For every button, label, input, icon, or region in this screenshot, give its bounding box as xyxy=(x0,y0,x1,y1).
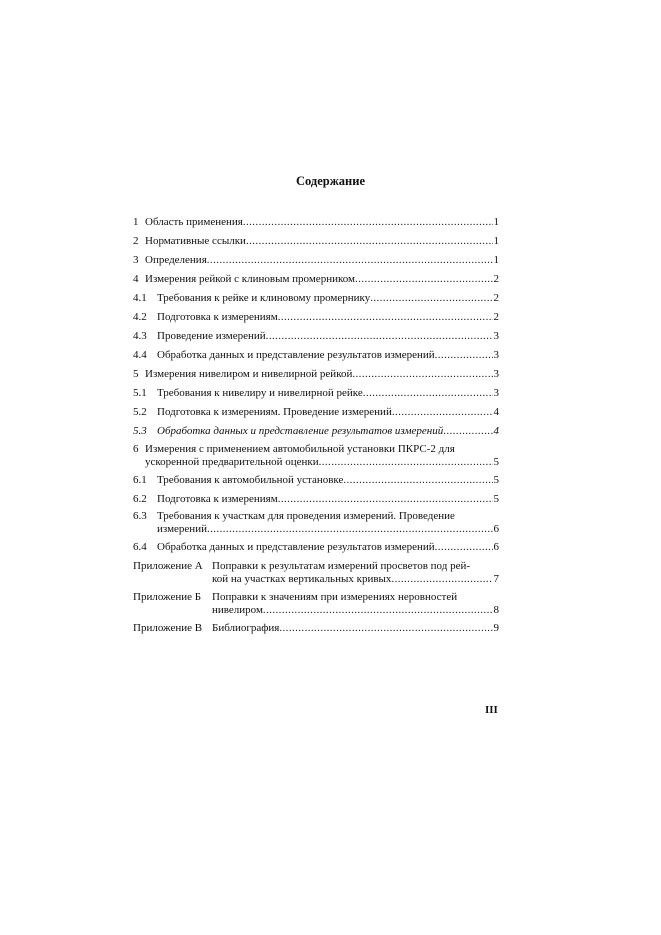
toc-entry xyxy=(133,510,499,536)
toc-entry-text: Измерения рейкой с клиновым промерником xyxy=(145,273,355,285)
toc-entry xyxy=(133,273,499,286)
toc-entry-number: 5.1 xyxy=(133,387,147,399)
toc-entry xyxy=(133,235,499,248)
toc-entry-number: 6.3 xyxy=(133,510,147,522)
toc-leader xyxy=(207,523,493,536)
toc-entry-page: 7 xyxy=(493,573,499,585)
toc-entry-page: 4 xyxy=(493,425,499,437)
toc-entry xyxy=(133,292,499,305)
toc-entry-number: 6.1 xyxy=(133,474,147,486)
toc-entry-page: 6 xyxy=(493,523,499,535)
toc-entry-text-continued: нивелиром xyxy=(212,604,263,616)
toc-entry-number: Приложение В xyxy=(133,622,203,634)
toc-entry-text: Измерения нивелиром и нивелирной рейкой xyxy=(145,368,353,380)
toc-entry-number: 4.4 xyxy=(133,349,147,361)
toc-entry xyxy=(133,493,499,506)
toc-entry-page: 3 xyxy=(493,387,499,399)
toc-entry xyxy=(133,622,499,635)
toc-entry-text: Поправки к значениям при измерениях неровностей xyxy=(212,591,458,603)
toc-entry-number: 4.3 xyxy=(133,330,147,342)
toc-entry xyxy=(133,330,499,343)
toc-entry-page: 2 xyxy=(493,311,499,323)
toc-entry-number: Приложение Б xyxy=(133,591,202,603)
toc-entry-text: Обработка данных и представление результатов измерений xyxy=(157,349,435,361)
toc-entry xyxy=(133,254,499,267)
toc-entry-page: 3 xyxy=(493,349,499,361)
toc-entry-number: 6.2 xyxy=(133,493,147,505)
toc-entry-number: 2 xyxy=(133,235,139,247)
toc-entry-text: Поправки к результатам измерений просветов под рей- xyxy=(212,560,471,572)
toc-entry-text: Обработка данных и представление результатов измерений xyxy=(157,541,435,553)
toc-leader xyxy=(370,292,492,305)
toc-leader xyxy=(435,541,493,554)
toc-entry-number: Приложение А xyxy=(133,560,203,572)
toc-entry-number: 5.3 xyxy=(133,425,147,437)
toc-entry-text: Определения xyxy=(145,254,207,266)
toc-entry xyxy=(133,560,499,586)
toc-entry xyxy=(133,474,499,487)
toc-entry-text: Подготовка к измерениям. Проведение измерений xyxy=(157,406,392,418)
toc-entry-page: 5 xyxy=(493,474,499,486)
toc-entry-number: 6 xyxy=(133,443,139,455)
toc-entry-page: 3 xyxy=(493,368,499,380)
toc-entry-number: 5 xyxy=(133,368,139,380)
toc-leader xyxy=(352,368,492,381)
toc-entry-text-continued: измерений xyxy=(157,523,207,535)
toc-entry-page: 6 xyxy=(493,541,499,553)
toc-leader xyxy=(279,622,492,635)
toc-entry-number: 3 xyxy=(133,254,139,266)
toc-entry-page: 2 xyxy=(493,273,499,285)
toc-entry-page: 3 xyxy=(493,330,499,342)
toc-entry-page: 5 xyxy=(493,493,499,505)
toc-leader xyxy=(392,406,493,419)
toc-entry-page: 2 xyxy=(493,292,499,304)
toc-entry-number: 6.4 xyxy=(133,541,147,553)
toc-entry xyxy=(133,368,499,381)
toc-entry-page: 8 xyxy=(493,604,499,616)
toc-entry-text: Требования к автомобильной установке xyxy=(157,474,344,486)
toc-leader xyxy=(207,254,493,267)
toc-entry-text: Проведение измерений xyxy=(157,330,266,342)
toc-entry-page: 1 xyxy=(493,216,499,228)
toc-entry-text: Нормативные ссылки xyxy=(145,235,246,247)
toc-entry xyxy=(133,591,499,617)
toc-leader xyxy=(263,604,493,617)
toc-leader xyxy=(243,216,493,229)
toc-entry-text: Библиография xyxy=(212,622,280,634)
toc-leader xyxy=(343,474,492,487)
toc-entry-number: 1 xyxy=(133,216,139,228)
toc-entry-text: Требования к рейке и клиновому промернику xyxy=(157,292,371,304)
toc-entry-page: 9 xyxy=(493,622,499,634)
toc-leader xyxy=(435,349,493,362)
toc-leader xyxy=(443,425,492,438)
toc-entry xyxy=(133,216,499,229)
toc-leader xyxy=(319,456,493,469)
toc-entry-text: Обработка данных и представление результатов измерений xyxy=(157,425,444,437)
toc-entry xyxy=(133,406,499,419)
toc-leader xyxy=(278,311,493,324)
toc-entry-page: 1 xyxy=(493,235,499,247)
toc-leader xyxy=(246,235,493,248)
toc-entry-text-continued: кой на участках вертикальных кривых xyxy=(212,573,392,585)
toc-entry-number: 4 xyxy=(133,273,139,285)
toc-entry-page: 1 xyxy=(493,254,499,266)
toc-entry xyxy=(133,349,499,362)
toc-leader xyxy=(355,273,493,286)
toc-entry-text: Измерения с применением автомобильной установки ПКРС-2 для xyxy=(145,443,455,455)
toc-entry xyxy=(133,443,499,469)
toc-leader xyxy=(266,330,493,343)
toc-entry-text: Область применения xyxy=(145,216,243,228)
toc-leader xyxy=(278,493,493,506)
toc-entry-text: Требования к нивелиру и нивелирной рейке xyxy=(157,387,363,399)
toc-entry-text: Подготовка к измерениям xyxy=(157,493,278,505)
toc-leader xyxy=(391,573,492,586)
toc-entry-page: 5 xyxy=(493,456,499,468)
toc-entry-number: 4.2 xyxy=(133,311,147,323)
toc-entry xyxy=(133,387,499,400)
toc-entry-text: Подготовка к измерениям xyxy=(157,311,278,323)
toc-entry-number: 4.1 xyxy=(133,292,147,304)
toc-title: Содержание xyxy=(295,174,365,188)
toc-entry-number: 5.2 xyxy=(133,406,147,418)
toc-entry-text-continued: ускоренной предварительной оценки xyxy=(145,456,319,468)
toc-entry xyxy=(133,311,499,324)
toc-entry xyxy=(133,425,499,438)
toc-leader xyxy=(363,387,493,400)
toc-entry-text: Требования к участкам для проведения измерений. Проведение xyxy=(157,510,455,522)
toc-entry xyxy=(133,541,499,554)
toc-entry-page: 4 xyxy=(493,406,499,418)
page-number: III xyxy=(485,704,498,716)
